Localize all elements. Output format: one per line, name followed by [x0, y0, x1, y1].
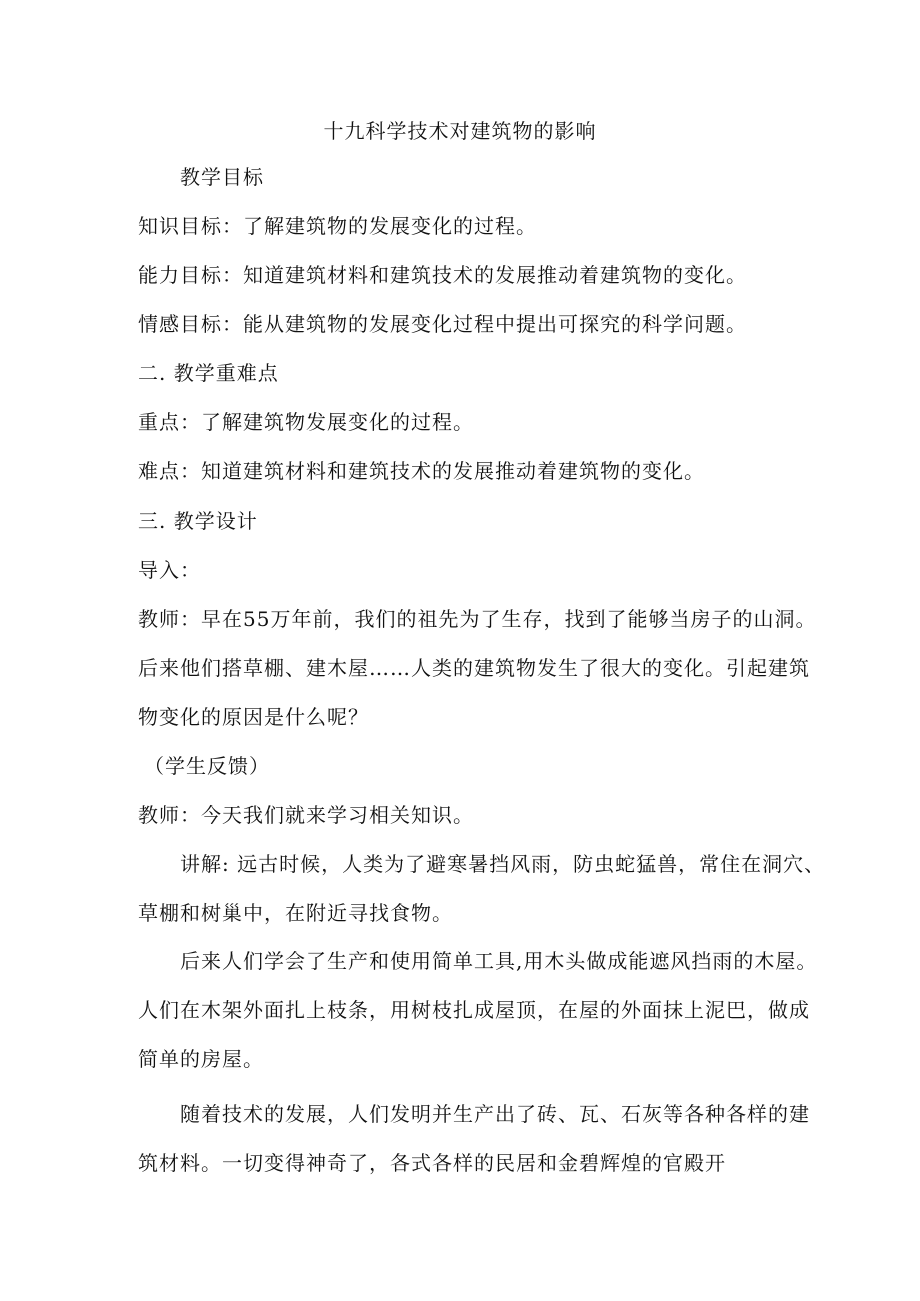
- emotion-goal: 情感目标：能从建筑物的发展变化过程中提出可探究的科学问题。: [138, 312, 747, 336]
- heading-teaching-design: 三. 教学设计: [138, 509, 258, 533]
- explanation-line-1: 讲解: 远古时候，人类为了避寒暑挡风雨，防虫蛇猛兽，常住在洞穴、: [180, 852, 826, 876]
- student-feedback: （学生反馈）: [144, 754, 270, 778]
- explanation-line-2: 草棚和树巢中，在附近寻找食物。: [138, 901, 453, 925]
- knowledge-goal: 知识目标：了解建筑物的发展变化的过程。: [138, 214, 537, 238]
- technology-paragraph-line-2: 筑材料。一切变得神奇了，各式各样的民居和金碧辉煌的官殿开: [138, 1151, 726, 1175]
- document-title: 十九科学技术对建筑物的影响: [323, 119, 597, 143]
- later-paragraph-line-2: 人们在木架外面扎上枝条，用树枝扎成屋顶，在屋的外面抹上泥巴，做成: [138, 998, 810, 1022]
- teacher-paragraph-line-1: 教师：早在55万年前，我们的祖先为了生存，找到了能够当房子的山洞。: [138, 607, 817, 631]
- heading-key-difficult-points: 二. 教学重难点: [138, 361, 279, 385]
- key-point: 重点：了解建筑物发展变化的过程。: [138, 410, 474, 434]
- heading-teaching-goals: 教学目标: [180, 165, 264, 189]
- technology-paragraph-line-1: 随着技术的发展，人们发明并生产出了砖、瓦、石灰等各种各样的建: [180, 1102, 810, 1126]
- later-paragraph-line-1: 后来人们学会了生产和使用简单工具,用木头做成能遮风挡雨的木屋。: [180, 949, 818, 973]
- later-paragraph-line-3: 简单的房屋。: [138, 1047, 264, 1071]
- introduction-label: 导入：: [138, 558, 201, 582]
- difficult-point: 难点：知道建筑材料和建筑技术的发展推动着建筑物的变化。: [138, 459, 705, 483]
- ability-goal: 能力目标：知道建筑材料和建筑技术的发展推动着建筑物的变化。: [138, 263, 747, 287]
- teacher-paragraph-line-2: 后来他们搭草棚、建木屋……人类的建筑物发生了很大的变化。引起建筑: [138, 656, 810, 680]
- teacher-paragraph-line-3: 物变化的原因是什么呢？: [138, 705, 369, 729]
- teacher-today-line: 教师：今天我们就来学习相关知识。: [138, 803, 474, 827]
